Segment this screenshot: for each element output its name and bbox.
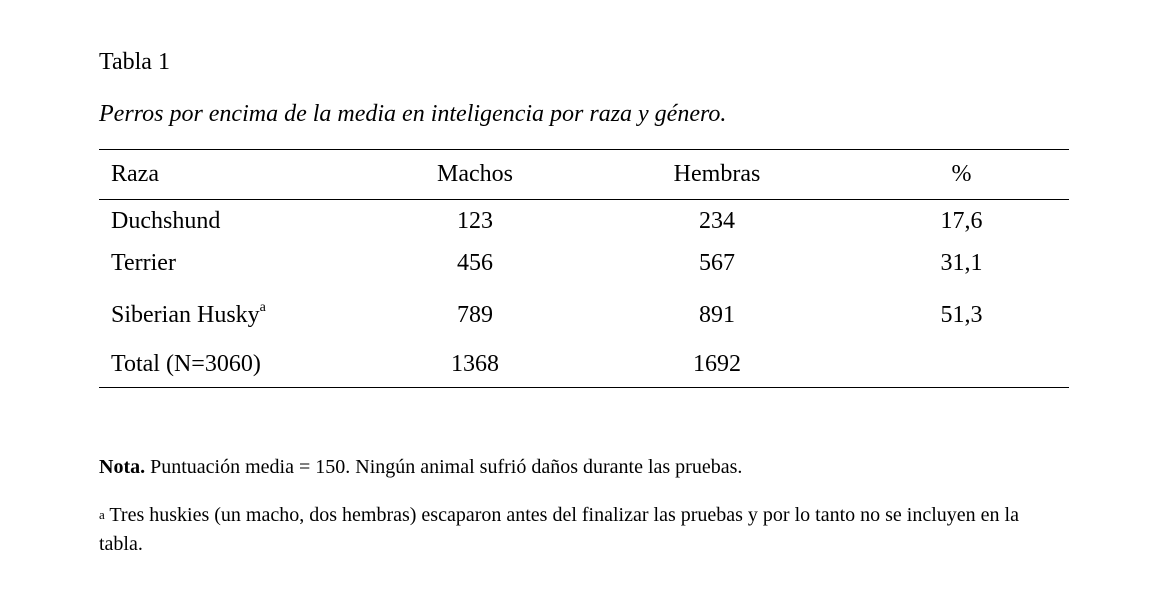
table-note [99,454,742,480]
cell-hembras: 891 [699,302,735,328]
cell-hembras: 1692 [693,350,741,377]
cell-raza: Duchshund [111,208,221,235]
cell-percent: 31,1 [940,249,983,276]
column-header-machos: Machos [437,161,513,187]
cell-percent: 51,3 [940,302,983,328]
table-title: Perros por encima de la media en inteligencia por raza y género. [99,101,727,127]
cell-raza: Terrier [111,249,176,276]
table-header-row [99,150,1069,200]
table-row-total [99,342,1069,388]
column-header-percent: % [951,161,972,187]
cell-machos: 1368 [451,350,499,377]
cell-machos: 123 [457,208,493,235]
column-header-raza: Raza [111,161,159,187]
footnote-text: Tres huskies (un macho, dos hembras) escaparon antes del finalizar las pruebas y por lo tanto no se incluyen en la tabla. [99,504,1019,555]
cell-percent [854,342,1069,388]
cell-percent: 17,6 [940,208,983,235]
cell-machos: 789 [457,302,493,328]
table-row [99,290,1069,342]
cell-hembras: 567 [699,249,735,276]
cell-machos: 456 [457,249,493,276]
note-label: Nota. [99,456,146,478]
column-header-hembras: Hembras [673,161,761,187]
table-row [99,200,1069,237]
footnote-marker: a [99,507,105,522]
table-number: Tabla 1 [99,49,170,75]
cell-hembras: 234 [699,208,735,235]
note-text: Puntuación media = 150. Ningún animal sufrió daños durante las pruebas. [145,456,743,478]
cell-raza [99,290,370,342]
cell-raza: Total (N=3060) [111,350,261,377]
table-footnote [99,501,1029,559]
cell-raza-text: Siberian Husky [111,302,260,328]
table-row [99,237,1069,290]
footnote-marker: a [259,300,266,315]
data-table [99,149,1069,388]
